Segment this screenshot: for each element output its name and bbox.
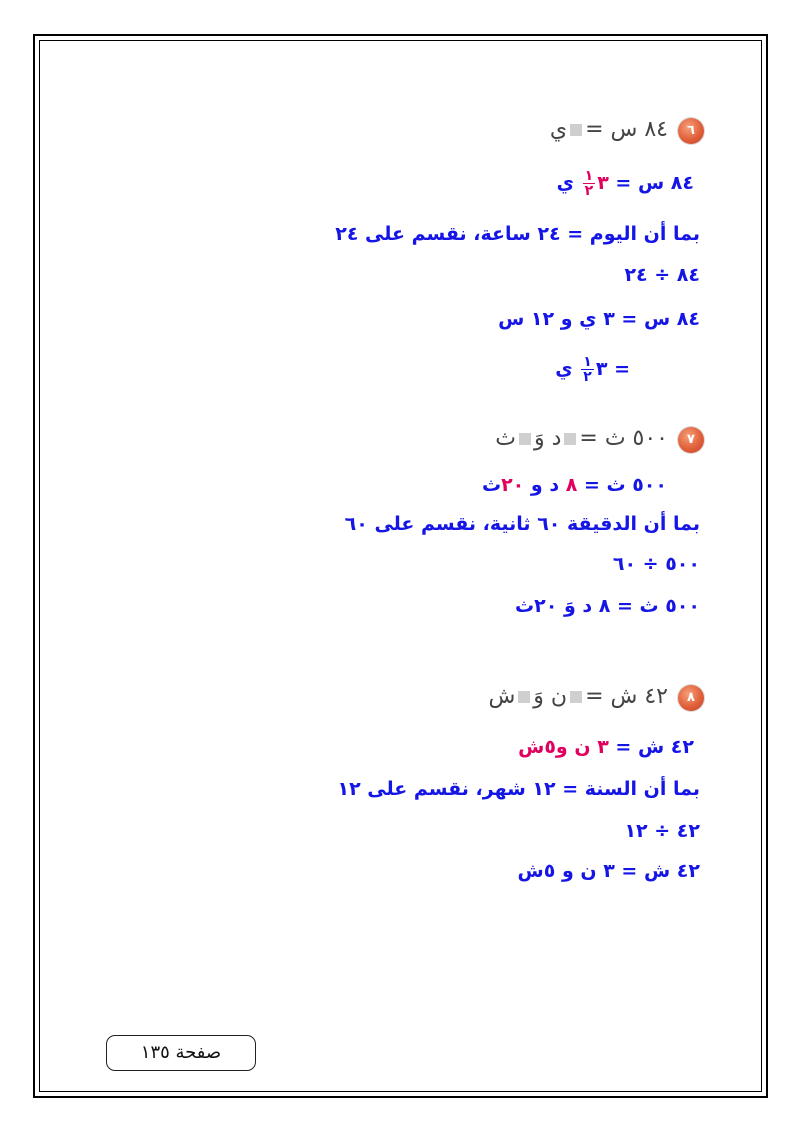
step-line: ٨٤ س = ٣ ي و ١٢ س bbox=[498, 308, 700, 330]
fraction-denominator: ٢ bbox=[584, 183, 594, 199]
problem-number-badge: ٧ bbox=[678, 427, 704, 453]
fraction-numerator: ١ bbox=[584, 168, 594, 184]
question-text: ٥٠٠ ث = bbox=[579, 426, 668, 451]
step-line: بما أن الدقيقة ٦٠ ثانية، نقسم على ٦٠ bbox=[344, 513, 700, 535]
question-text: ث bbox=[495, 426, 516, 451]
question-text: ٨٤ س = bbox=[585, 117, 668, 142]
question-text: ٤٢ ش = bbox=[585, 684, 668, 709]
step-line: ٥٠٠ ث = ٨ د وَ ٢٠ث bbox=[515, 595, 700, 617]
answer-highlight: ٨ bbox=[565, 474, 578, 496]
fraction bbox=[583, 169, 596, 198]
result-text: ي bbox=[555, 358, 573, 380]
blank-box bbox=[570, 691, 582, 703]
answer-text: د و bbox=[530, 474, 560, 496]
mixed-number bbox=[574, 168, 609, 199]
blank-box bbox=[570, 124, 582, 136]
question-text: ش bbox=[488, 684, 516, 709]
problem-number-badge: ٨ bbox=[678, 685, 704, 711]
question-text: د وَ bbox=[533, 426, 562, 451]
step-line: ٥٠٠ ÷ ٦٠ bbox=[612, 553, 700, 575]
fraction-whole: ٣ bbox=[595, 358, 608, 380]
answer-text: ٥٠٠ ث = bbox=[583, 474, 667, 496]
blank-box bbox=[518, 691, 530, 703]
step-line: ٤٢ ش = ٣ ن و ٥ش bbox=[517, 860, 700, 882]
step-line: بما أن السنة = ١٢ شهر، نقسم على ١٢ bbox=[337, 778, 700, 800]
answer-line bbox=[557, 169, 694, 198]
problem-number-badge: ٦ bbox=[678, 118, 704, 144]
answer-text: ي bbox=[556, 172, 575, 194]
question-line bbox=[550, 117, 668, 142]
answer-text: ٨٤ س = bbox=[615, 172, 694, 194]
fraction-numerator: ١ bbox=[583, 354, 592, 370]
fraction-denominator: ٢ bbox=[583, 369, 592, 385]
result-text: = bbox=[614, 358, 630, 380]
question-line bbox=[488, 684, 668, 709]
blank-box bbox=[519, 433, 531, 445]
answer-highlight: ٢٠ bbox=[501, 474, 525, 496]
question-line bbox=[495, 426, 668, 451]
fraction bbox=[581, 355, 594, 384]
answer-line bbox=[482, 474, 667, 496]
step-line: بما أن اليوم = ٢٤ ساعة، نقسم على ٢٤ bbox=[335, 223, 700, 245]
answer-highlight: ٣ ن و٥ش bbox=[518, 736, 609, 758]
page-number-label: صفحة ١٣٥ bbox=[106, 1035, 256, 1071]
question-text: ن وَ bbox=[533, 684, 568, 709]
question-text: ي bbox=[549, 117, 568, 142]
answer-text: ث bbox=[481, 474, 502, 496]
step-line: ٨٤ ÷ ٢٤ bbox=[624, 264, 700, 286]
answer-text: ٤٢ ش = bbox=[615, 736, 694, 758]
result-line bbox=[555, 355, 630, 384]
step-line: ٤٢ ÷ ١٢ bbox=[624, 820, 700, 842]
answer-line bbox=[518, 736, 694, 758]
fraction-whole: ٣ bbox=[597, 172, 609, 194]
blank-box bbox=[564, 433, 576, 445]
